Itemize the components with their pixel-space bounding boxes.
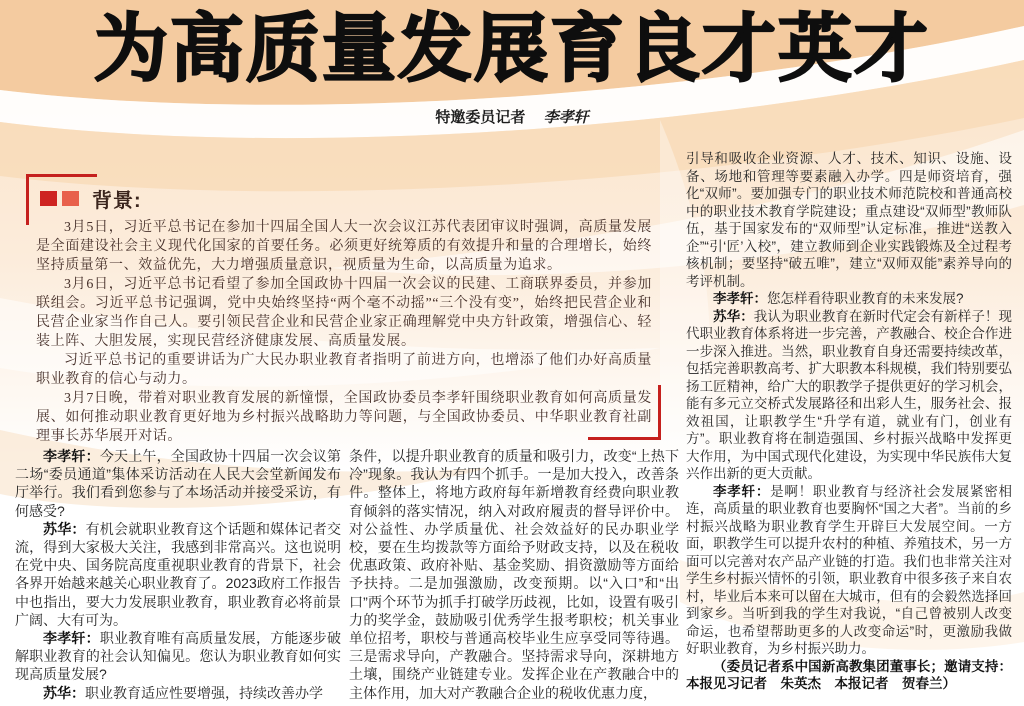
speaker-name: 李孝轩： [43, 448, 100, 464]
speaker-name: 李孝轩： [713, 291, 767, 306]
background-label: 背景: [92, 190, 142, 212]
paragraph-text: 是啊！职业教育与经济社会发展紧密相连，高质量的职业教育也要胸怀“国之大者”。当前的乡村振兴战略为职业教育学生开辟巨大发展空间。一方面，职教学生可以提升农村的种植、养殖技术，另一方面可以完善对农产品产业链的打造。我们也非常关注对学生乡村振兴情怀的引领，职业教育中很多孩子来自农村，毕业后本来可以留在大城市，但有的会毅然选择回到家乡。当听到我的学生对我说，“自己曾被别人改变命运，也希望帮助更多的人改变命运”时，更激励我做好职业教育，为乡村振兴助力。 [686, 483, 1012, 656]
speaker-name: 苏华： [713, 308, 754, 324]
byline-role: 特邀委员记者 [435, 109, 526, 126]
closing-credit [686, 658, 1012, 693]
qa-paragraph-continuation [349, 447, 679, 701]
qa-paragraph [15, 684, 341, 701]
background-section [36, 184, 652, 446]
paragraph-text: 条件，以提升职业教育的质量和吸引力，改变“上热下冷”现象。我认为有四个抓手。一是加大投入，改善条件。整体上，将地方政府每年新增教育经费向职业教育倾斜的落实情况，纳入对政府履责的督导评价中。对公益性、办学质量优、社会效益好的民办职业学校，要在生均拨款等方面给予财政支持，以及在税收优惠政策、政府补贴、基金奖励、捐资激励等方面给予扶持。二是加强激励，改变预期。以“入口”和“出口”两个环节为抓手打破学历歧视，比如，设置有吸引力的奖学金，鼓励吸引优秀学生报考职校；机关事业单位招考，职校与普通高校毕业生应享受同等待遇。三是需求导向，产教融合。坚持需求导向，深耕地方土壤，围绕产业链建专业。发挥企业在产教融合中的主体作用，加大对产教融合企业的税收优惠力度， [349, 448, 679, 701]
paragraph-text: 有机会就职业教育这个话题和媒体记者交流，得到大家极大关注，我感到非常高兴。这也说明在党中央、国务院高度重视职业教育的背景下，社会各界开始越来越关心职业教育了。2023政府工作报告中也指出，要大力发展职业教育，职业教育必将前景广阔、大有可为。 [15, 520, 341, 628]
background-box-corner-bottom-right [588, 385, 661, 440]
qa-paragraph [686, 290, 1012, 308]
paragraph-text: 您怎样看待职业教育的未来发展? [767, 291, 964, 306]
background-box-corner-top-left [26, 174, 97, 225]
paragraph-text: 我认为职业教育在新时代定会有新样子！现代职业教育体系将进一步完善，产教融合、校企合作进一步深入推进。当然，职业教育自身还需要持续改革，包括完善职教高考、扩大职教本科规模，我们特别要弘扬工匠精神，给广大的职教学子提供更好的学习机会，能有多元立交桥式发展路径和出彩人生，服务社会、报效祖国，让职教学生“升学有道，就业有门，创业有方”。职业教育将在制造强国、乡村振兴战略中发挥更大作用，为中国式现代化建设，为实现中华民族伟大复兴作出新的更大贡献。 [686, 308, 1012, 481]
background-label-row [40, 184, 652, 213]
background-paragraph: 3月5日，习近平总书记在参加十四届全国人大一次会议江苏代表团审议时强调，高质量发展是全面建设社会主义现代化国家的首要任务。必须更好统筹质的有效提升和量的合理增长，始终坚持质量第一、效益优先，大力增强质量意识，视质量为生命，以高质量为追求。 [36, 220, 652, 273]
paragraph-text: 职业教育适应性要增强，持续改善办学 [85, 684, 323, 701]
paragraph-text: 今天上午，全国政协十四届一次会议第二场“委员通道”集体采访活动在人民大会堂新闻发布厅举行。我们看到您参与了本场活动并接受采访，有何感受? [15, 448, 341, 519]
background-paragraph: 3月7日晚，带着对职业教育发展的新憧憬，全国政协委员李孝轩围绕职业教育如何高质量发展、如何推动职业教育更好地为乡村振兴战略助力等问题，与全国政协委员、中华职业教育社副理事长苏华展开对话。 [36, 391, 652, 444]
speaker-name: 李孝轩： [713, 483, 771, 499]
qa-paragraph [686, 483, 1012, 658]
speaker-name: 李孝轩： [43, 630, 100, 647]
article-column-1 [15, 447, 341, 701]
byline [0, 106, 1024, 127]
article-column-3 [686, 150, 1012, 698]
speaker-name: 苏华： [43, 684, 85, 701]
background-paragraph: 习近平总书记的重要讲话为广大民办职业教育者指明了前进方向，也增添了他们办好高质量职业教育的信心与动力。 [36, 353, 652, 387]
qa-paragraph [15, 447, 341, 520]
paragraph-text: 职业教育唯有高质量发展，方能逐步破解职业教育的社会认知偏见。您认为职业教育如何实现高质量发展? [15, 630, 341, 683]
article-title: 为高质量发展育良才英才 [94, 7, 930, 90]
article-column-2 [349, 447, 679, 701]
qa-paragraph [15, 629, 341, 684]
qa-paragraph [686, 308, 1012, 483]
byline-author-name: 李孝轩 [543, 110, 589, 126]
paragraph-text: 引导和吸收企业资源、人才、技术、知识、设施、设备、场地和管理等要素融入办学。四是师资培育，强化“双师”。要加强专门的职业技术师范院校和普通高校中的职业技术教育学院建设；重点建设“双师型”教师队伍，基于国家发布的“双师型”认定标准，推进“送教入企”“引‘匠’入校”，建立教师到企业实践锻炼及全过程考核机制；要坚持“破五唯”，建立“双师双能”素养导向的考评机制。 [686, 151, 1012, 289]
background-paragraph: 3月6日，习近平总书记看望了参加全国政协十四届一次会议的民建、工商联界委员，并参加联组会。习近平总书记强调，党中央始终坚持“两个毫不动摇”“三个没有变”，始终把民营企业和民营企业家当作自己人。要引领民营企业和民营企业家正确理解党中央方针政策，增强信心、轻装上阵、大胆发展，实现民营经济健康发展、高质量发展。 [36, 277, 652, 349]
paragraph-text: （委员记者系中国新高教集团董事长；邀请支持：本报见习记者 朱英杰 本报记者 贺春兰） [686, 658, 1012, 691]
qa-paragraph [15, 520, 341, 629]
speaker-name: 苏华： [43, 520, 86, 537]
qa-paragraph-continuation [686, 150, 1012, 290]
